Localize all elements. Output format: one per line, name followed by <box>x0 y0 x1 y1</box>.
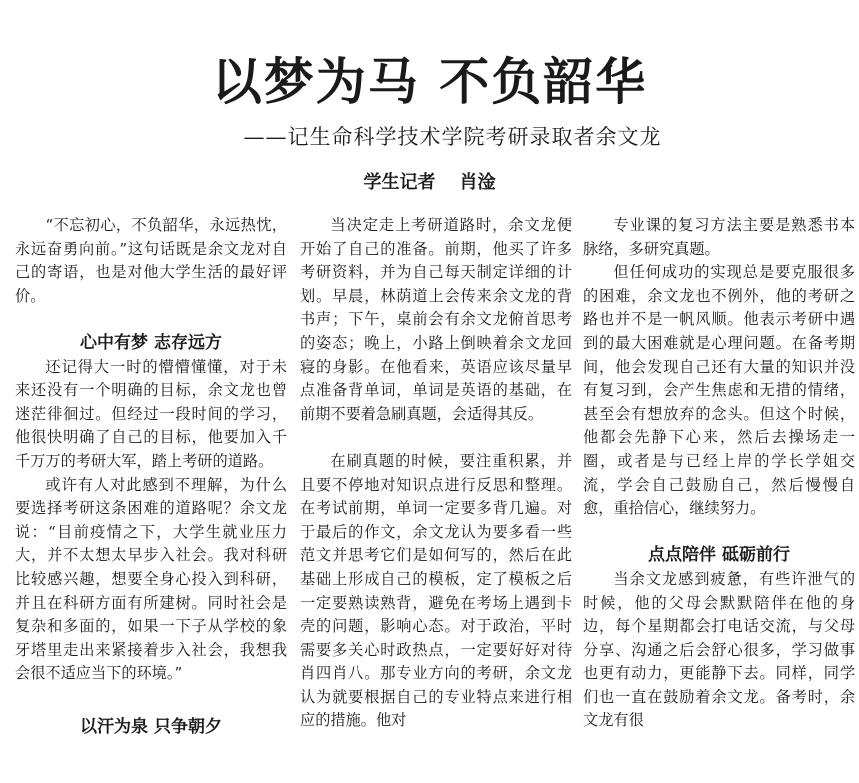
article-title: 以梦为马 不负韶华 <box>211 53 648 111</box>
section-heading: 点点陪伴 砥砺前行 <box>648 545 790 566</box>
article-column-1 <box>15 214 287 783</box>
paragraph: 或许有人对此感到不理解，为什么要选择考研这条困难的道路呢？余文龙说：“目前疫情之下，大学生就业压力大，并不太想太早步入社会。我对科研比较感兴趣，想要全身心投入到科研，并且在科研方面有所建树。同时社会是复杂和多面的，如果一下子从学校的象牙塔里走出来紧接着步入社会，我想我会很不适应当下的环境。” <box>15 475 287 683</box>
byline-name: 肖淦 <box>459 172 496 193</box>
article-column-2 <box>300 214 572 783</box>
article-subtitle: ——记生命科学技术学院考研录取者余文龙 <box>243 125 662 149</box>
paragraph: 当余文龙感到疲惫，有些许泄气的时候，他的父母会默默陪伴在他的身边，每个星期都会打电话交流，与父母分享、沟通之后会舒心很多，学习做事也更有动力，更能静下去。同样，同学们也一直在鼓励着余文龙。备考时，余文龙有很 <box>583 569 855 730</box>
paragraph: 但任何成功的实现总是要克服很多的困难，余文龙也不例外，他的考研之路也并不是一帆风顺。他表示考研中遇到的最大困难就是心理问题。在备考期间，他会发现自己还有大量的知识并没有复习到，会产生焦虑和无措的情绪，甚至会有想放弃的念头。但这个时候，他都会先静下心来，然后去操场走一圈，或者是与已经上岸的学长学姐交流，学会自己鼓励自己，然后慢慢自愈，重拾信心，继续努力。 <box>583 263 855 518</box>
article-column-3 <box>583 214 855 783</box>
byline-role: 学生记者 <box>363 172 436 193</box>
paragraph: “不忘初心，不负韶华，永远热忱，永远奋勇向前。”这句话既是余文龙对自己的寄语，也是对他大学生活的最好评价。 <box>15 216 287 305</box>
paragraph: 专业课的复习方法主要是熟悉书本脉络，多研究真题。 <box>583 216 855 258</box>
byline <box>0 171 859 195</box>
paragraph: 在刷真题的时候，要注重积累，并且要不停地对知识点进行反思和整理。在考试前期，单词一定要多背几遍。对于最后的作文，余文龙认为要多看一些范文并思考它们是如何写的，然后在此基础上形成自己的模板，定了模板之后一定要熟读熟背，避免在考场上遇到卡壳的问题，影响心态。对于政治，平时需要多关心时政热点，一定要好好对待肖四肖八。那专业方向的考研，余文龙认为就要根据自己的专业特点来进行相应的措施。他对 <box>300 451 572 730</box>
section-heading: 心中有梦 志存远方 <box>80 332 222 353</box>
paragraph: 当决定走上考研道路时，余文龙便开始了自己的准备。前期，他买了许多考研资料，并为自己每天制定详细的计划。早晨，林荫道上会传来余文龙的背书声；下午，桌前会有余文龙俯首思考的姿态；晚上，小路上倒映着余文龙回寝的身影。在他看来，英语应该尽量早点准备背单词，单词是英语的基础，在前期不要着急刷真题，会适得其反。 <box>300 216 572 423</box>
section-heading: 以汗为泉 只争朝夕 <box>80 716 222 737</box>
paragraph: 还记得大一时的懵懵懂懂，对于未来还没有一个明确的目标，余文龙也曾迷茫徘徊过。但经过一段时间的学习，他很快明确了自己的目标，他要加入千千万万的考研大军，踏上考研的道路。 <box>15 357 287 470</box>
